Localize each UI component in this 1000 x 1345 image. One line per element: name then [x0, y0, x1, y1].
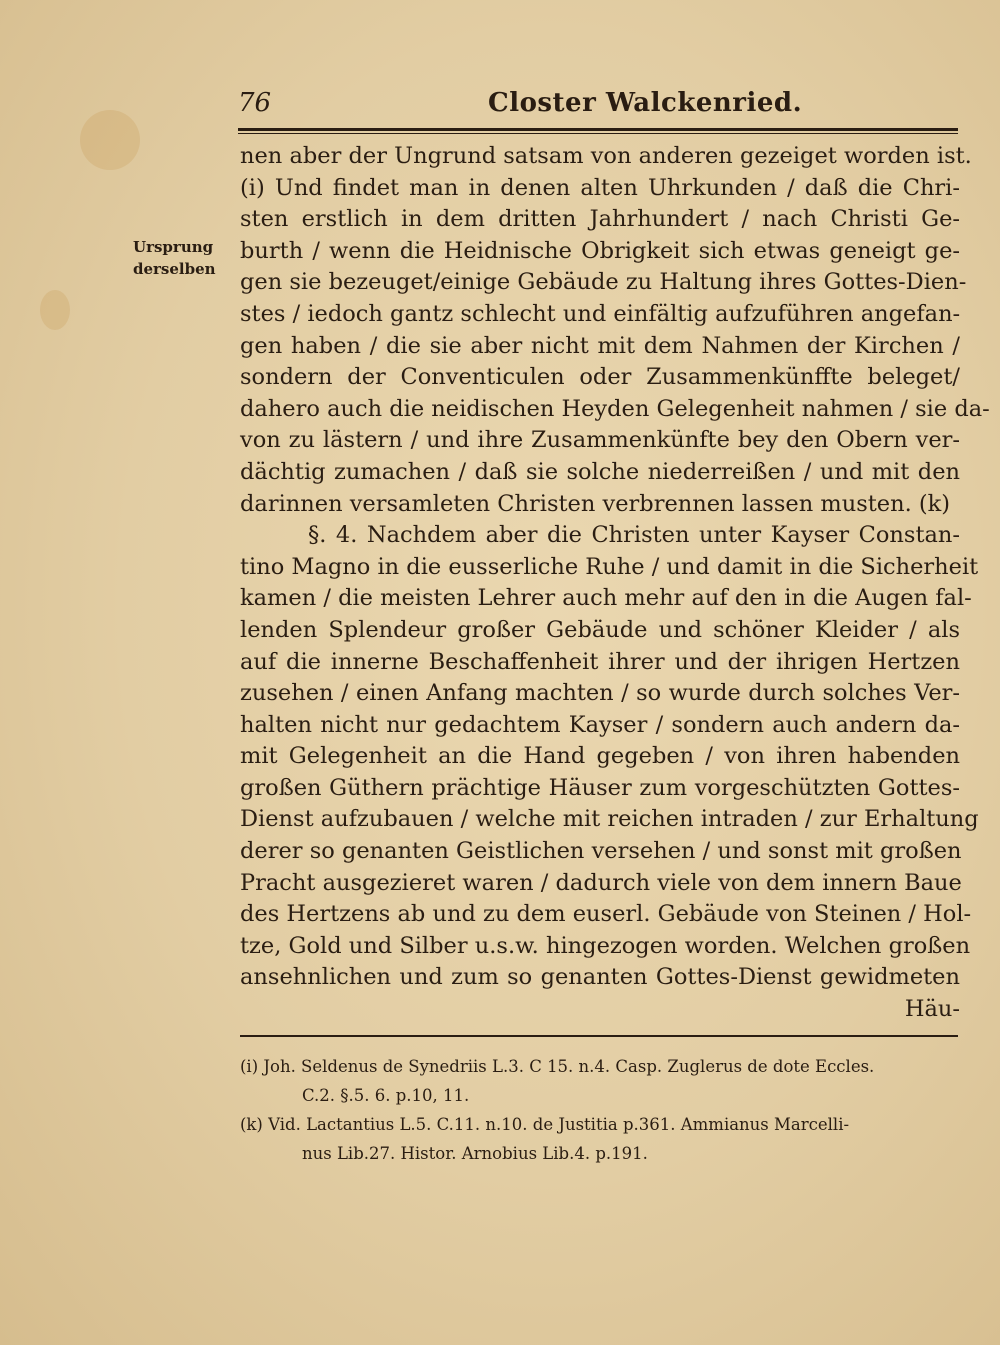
header-rule-thin — [238, 133, 958, 134]
body-text — [240, 141, 990, 1026]
page-header — [238, 88, 958, 128]
footnote-line: (k) Vid. Lactantius L.5. C.11. n.10. de Justitia p.361. Ammianus Marcelli- — [240, 1115, 850, 1134]
margin-note — [133, 236, 228, 280]
footnote-rule — [240, 1035, 958, 1037]
footnotes — [240, 1052, 960, 1168]
running-title: Closter Walckenried. — [488, 88, 803, 118]
footnote-line: (i) Joh. Seldenus de Synedriis L.3. C 15. n.4. Casp. Zuglerus de dote Eccles. — [240, 1057, 875, 1076]
text-line: Pracht ausgezieret waren / dadurch viele von dem innern Baue — [240, 869, 962, 896]
text-line: auf die innerne Beschaffenheit ihrer und der ihrigen Hertzen — [240, 648, 960, 675]
paper-stain — [80, 110, 140, 170]
text-line: des Hertzens ab und zu dem euserl. Gebäude von Steinen / Hol- — [240, 901, 972, 928]
text-line: derer so genanten Geistlichen versehen / und sonst mit großen — [240, 838, 962, 865]
text-line: von zu lästern / und ihre Zusammenkünfte bey den Obern ver- — [240, 427, 960, 454]
text-line: sten erstlich in dem dritten Jahrhundert / nach Christi Ge- — [240, 206, 960, 233]
text-line: darinnen versamleten Christen verbrennen lassen musten. (k) — [240, 490, 951, 517]
text-line: Dienst aufzubauen / welche mit reichen intraden / zur Erhaltung — [240, 806, 979, 833]
footnote-line: C.2. §.5. 6. p.10, 11. — [302, 1086, 470, 1105]
catchword: Häu- — [904, 996, 960, 1023]
text-line: dahero auch die neidischen Heyden Gelegenheit nahmen / sie da- — [240, 395, 990, 422]
text-line: großen Güthern prächtige Häuser zum vorgeschützten Gottes- — [240, 774, 960, 801]
text-line: lenden Splendeur großer Gebäude und schöner Kleider / als — [240, 616, 960, 643]
text-line: stes / iedoch gantz schlecht und einfältig aufzuführen angefan- — [240, 300, 961, 327]
footnote-line: nus Lib.27. Histor. Arnobius Lib.4. p.191. — [302, 1144, 648, 1163]
header-rule — [238, 128, 958, 131]
margin-note-line: derselben — [133, 260, 216, 278]
text-line: gen sie bezeuget/einige Gebäude zu Haltung ihres Gottes-Dien- — [240, 269, 967, 296]
text-line: sondern der Conventiculen oder Zusammenkünffte beleget/ — [240, 364, 960, 391]
text-line: burth / wenn die Heidnische Obrigkeit sich etwas geneigt ge- — [240, 237, 960, 264]
text-line: tino Magno in die eusserliche Ruhe / und damit in die Sicherheit — [240, 553, 979, 580]
text-line: kamen / die meisten Lehrer auch mehr auf den in die Augen fal- — [240, 585, 972, 612]
text-line: §. 4. Nachdem aber die Christen unter Kayser Constan- — [308, 522, 960, 549]
page-number: 76 — [238, 88, 272, 118]
text-line: gen haben / die sie aber nicht mit dem Nahmen der Kirchen / — [240, 332, 960, 359]
text-line: mit Gelegenheit an die Hand gegeben / von ihren habenden — [240, 743, 960, 770]
margin-note-line: Ursprung — [133, 238, 214, 256]
text-line: zusehen / einen Anfang machten / so wurde durch solches Ver- — [240, 680, 960, 707]
text-line: ansehnlichen und zum so genanten Gottes-Dienst gewidmeten — [240, 964, 960, 991]
text-line: nen aber der Ungrund satsam von anderen gezeiget worden ist. — [240, 143, 972, 169]
text-line: tze, Gold und Silber u.s.w. hingezogen worden. Welchen großen — [240, 932, 971, 959]
text-line: dächtig zumachen / daß sie solche niederreißen / und mit den — [240, 458, 960, 485]
text-line: halten nicht nur gedachtem Kayser / sondern auch andern da- — [240, 711, 960, 738]
paper-stain — [40, 290, 70, 330]
text-line: (i) Und findet man in denen alten Uhrkunden / daß die Chri- — [240, 174, 960, 201]
